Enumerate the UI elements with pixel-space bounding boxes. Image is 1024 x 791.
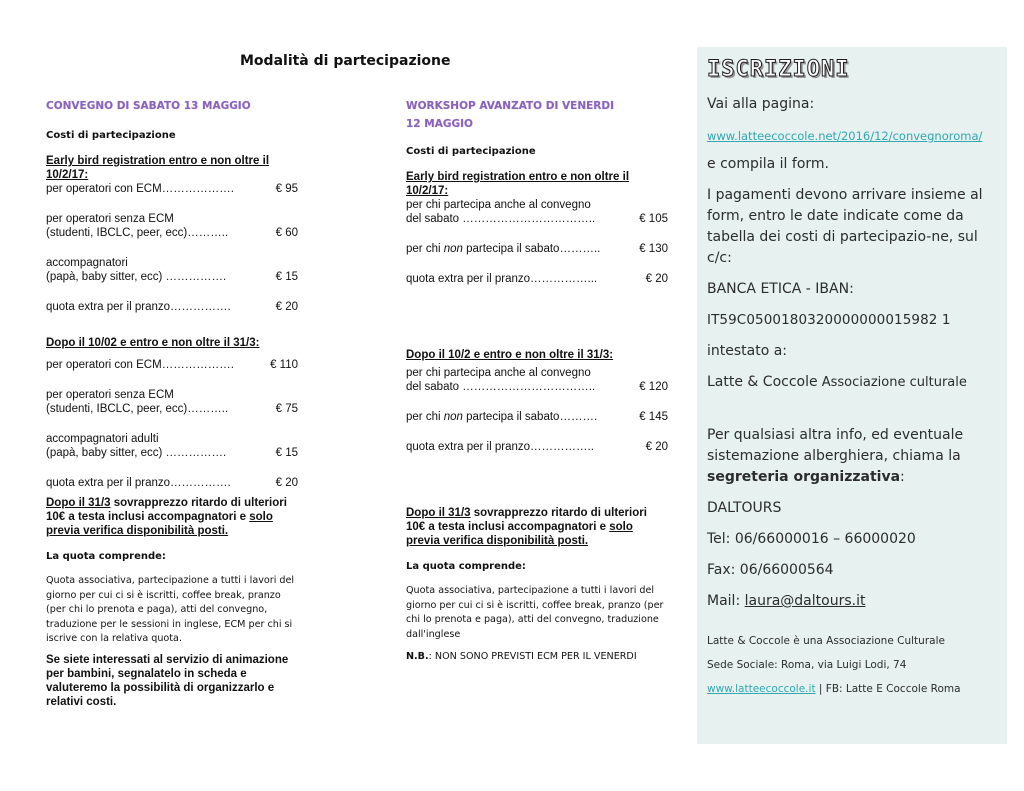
late-date: Dopo il 31/3 xyxy=(46,497,111,509)
price-label: del sabato …………………………….. xyxy=(406,213,596,225)
assoc-type: Associazione culturale xyxy=(817,375,967,390)
account-holder xyxy=(707,372,1003,393)
price-label-line1: per operatori senza ECM xyxy=(46,213,174,225)
info-text: Per qualsiasi altra info, ed eventuale sistemazione alberghiera, chiama la segreteria organizzativa: xyxy=(707,427,964,485)
price-label: quota extra per il pranzo……………... xyxy=(406,273,598,285)
footer-links xyxy=(707,682,1003,696)
price-label: (studenti, IBCLC, peer, ecc)……….. xyxy=(46,227,229,239)
venerdi-costi-label: Costi di partecipazione xyxy=(406,146,536,157)
price-value: € 15 xyxy=(275,271,298,283)
pagamenti-text: I pagamenti devono arrivare insieme al form, entro le date indicate come da tabella dei costi di partecipazio-ne, sul c/c: xyxy=(707,187,983,266)
sabato-late-fee xyxy=(46,496,298,538)
price-label: del sabato …………………………….. xyxy=(406,381,596,393)
price-row xyxy=(46,182,298,196)
price-label-line1: accompagnatori xyxy=(46,257,128,269)
price-value: € 105 xyxy=(639,213,668,225)
nb-label: N.B. xyxy=(406,651,429,662)
price-row xyxy=(46,270,298,284)
sabato-heading: CONVEGNO DI SABATO 13 MAGGIO xyxy=(46,100,251,112)
price-label-line1: per chi partecipa anche al convegno xyxy=(406,199,591,211)
footer-assoc: Latte & Coccole è una Associazione Culturale xyxy=(707,635,945,647)
venerdi-quota-text: Quota associativa, partecipazione a tutti i lavori del giorno per cui ci si è iscritti, coffee break, pranzo (per chi lo prenota e paga), atti del convegno, traduzione dall'inglese xyxy=(406,585,664,640)
price-value: € 130 xyxy=(639,243,668,255)
segreteria-label: segreteria organizzativa xyxy=(707,469,901,485)
price-label: (papà, baby sitter, ecc) ……………. xyxy=(46,271,227,283)
price-row xyxy=(46,226,298,240)
venerdi-dopo-head: Dopo il 10/2 e entro e non oltre il 31/3: xyxy=(406,349,614,361)
price-row xyxy=(46,476,298,490)
price-value: € 120 xyxy=(639,381,668,393)
assoc-name: Latte & Coccole xyxy=(707,374,818,390)
page-title: Modalità di partecipazione xyxy=(240,53,451,69)
price-value: € 20 xyxy=(645,273,668,285)
price-row xyxy=(406,410,668,424)
iban-code: IT59C0500180320000000015982 1 xyxy=(707,312,951,328)
venerdi-heading: WORKSHOP AVANZATO DI VENERDI 12 MAGGIO xyxy=(406,100,615,130)
sabato-quota-text: Quota associativa, partecipazione a tutti i lavori del giorno per cui ci si è iscritti, coffee break, pranzo (per chi lo prenota e paga), atti del convegno, traduzione per le sessioni in inglese, ECM per chi si iscrive con la relativa quota. xyxy=(46,575,295,644)
venerdi-column xyxy=(406,97,668,665)
price-label: (studenti, IBCLC, peer, ecc)……….. xyxy=(46,403,229,415)
late-text: sovrapprezzo ritardo di ulteriori 10€ a testa inclusi accompagnatori e xyxy=(406,507,647,533)
fax: Fax: 06/66000564 xyxy=(707,562,834,578)
price-value: € 75 xyxy=(275,403,298,415)
iscrizioni-panel xyxy=(697,47,1007,744)
price-row xyxy=(46,446,298,460)
telephone: Tel: 06/66000016 – 66000020 xyxy=(707,531,916,547)
late-condition: solo previa verifica disponibilità posti. xyxy=(46,511,273,537)
price-value: € 20 xyxy=(275,477,298,489)
price-row xyxy=(46,358,298,372)
price-label: per operatori con ECM………………. xyxy=(46,183,234,195)
price-label-line1: accompagnatori adulti xyxy=(46,433,159,445)
animazione-note: Se siete interessati al servizio di animazione per bambini, segnalatelo in scheda e valuteremo la possibilità di organizzarlo e relativi costi. xyxy=(46,653,289,708)
sabato-column xyxy=(46,97,298,709)
price-label: quota extra per il pranzo……………. xyxy=(46,477,231,489)
footer-sede: Sede Sociale: Roma, via Luigi Lodi, 74 xyxy=(707,659,907,671)
late-date: Dopo il 31/3 xyxy=(406,507,471,519)
price-label: per operatori con ECM………………. xyxy=(46,359,234,371)
price-row xyxy=(46,300,298,314)
price-value: € 15 xyxy=(275,447,298,459)
price-value: € 60 xyxy=(275,227,298,239)
price-row xyxy=(406,380,668,394)
venerdi-quota-head: La quota comprende: xyxy=(406,561,526,572)
mail-link[interactable]: laura@daltours.it xyxy=(744,593,866,609)
price-value: € 110 xyxy=(270,359,298,371)
price-label: quota extra per il pranzo…………….. xyxy=(406,441,594,453)
facebook-text: | FB: Latte E Coccole Roma xyxy=(815,683,961,695)
price-label: (papà, baby sitter, ecc) ……………. xyxy=(46,447,227,459)
price-label-line1: per operatori senza ECM xyxy=(46,389,174,401)
late-text: sovrapprezzo ritardo di ulteriori 10€ a testa inclusi accompagnatori e xyxy=(46,497,287,523)
bank-name: BANCA ETICA - IBAN: xyxy=(707,281,854,297)
price-row xyxy=(406,242,668,256)
price-label-line1: per chi partecipa anche al convegno xyxy=(406,367,591,379)
price-row xyxy=(406,440,668,454)
sabato-dopo-head: Dopo il 10/02 e entro e non oltre il 31/3: xyxy=(46,337,260,349)
price-label: quota extra per il pranzo……………. xyxy=(46,301,231,313)
price-value: € 95 xyxy=(275,183,298,195)
compila-text: e compila il form. xyxy=(707,156,829,172)
venerdi-late-fee xyxy=(406,506,668,548)
site-link[interactable]: www.latteecoccole.it xyxy=(707,683,816,695)
nb-text: : NON SONO PREVISTI ECM PER IL VENERDI xyxy=(428,651,637,662)
price-value: € 145 xyxy=(639,411,668,423)
sabato-costi-label: Costi di partecipazione xyxy=(46,130,176,141)
sabato-early-head: Early bird registration entro e non oltre il 10/2/17: xyxy=(46,155,270,181)
price-label: per chi non partecipa il sabato……….. xyxy=(406,243,601,255)
intestato-text: intestato a: xyxy=(707,343,788,359)
vai-text: Vai alla pagina: xyxy=(707,96,815,112)
price-row xyxy=(406,272,668,286)
agency-name: DALTOURS xyxy=(707,500,782,516)
late-condition: solo previa verifica disponibilità posti. xyxy=(406,521,633,547)
registration-link[interactable]: www.latteecoccole.net/2016/12/convegnoroma/ xyxy=(707,129,983,143)
price-row xyxy=(406,212,668,226)
price-label: per chi non partecipa il sabato………. xyxy=(406,411,598,423)
price-row xyxy=(46,402,298,416)
iscrizioni-title: ISCRIZIONI xyxy=(707,57,850,82)
price-value: € 20 xyxy=(275,301,298,313)
sabato-quota-head: La quota comprende: xyxy=(46,551,166,562)
price-value: € 20 xyxy=(645,441,668,453)
mail-line: Mail: laura@daltours.it xyxy=(707,593,866,609)
venerdi-early-head: Early bird registration entro e non oltre il 10/2/17: xyxy=(406,171,630,197)
nb-note xyxy=(406,650,668,665)
